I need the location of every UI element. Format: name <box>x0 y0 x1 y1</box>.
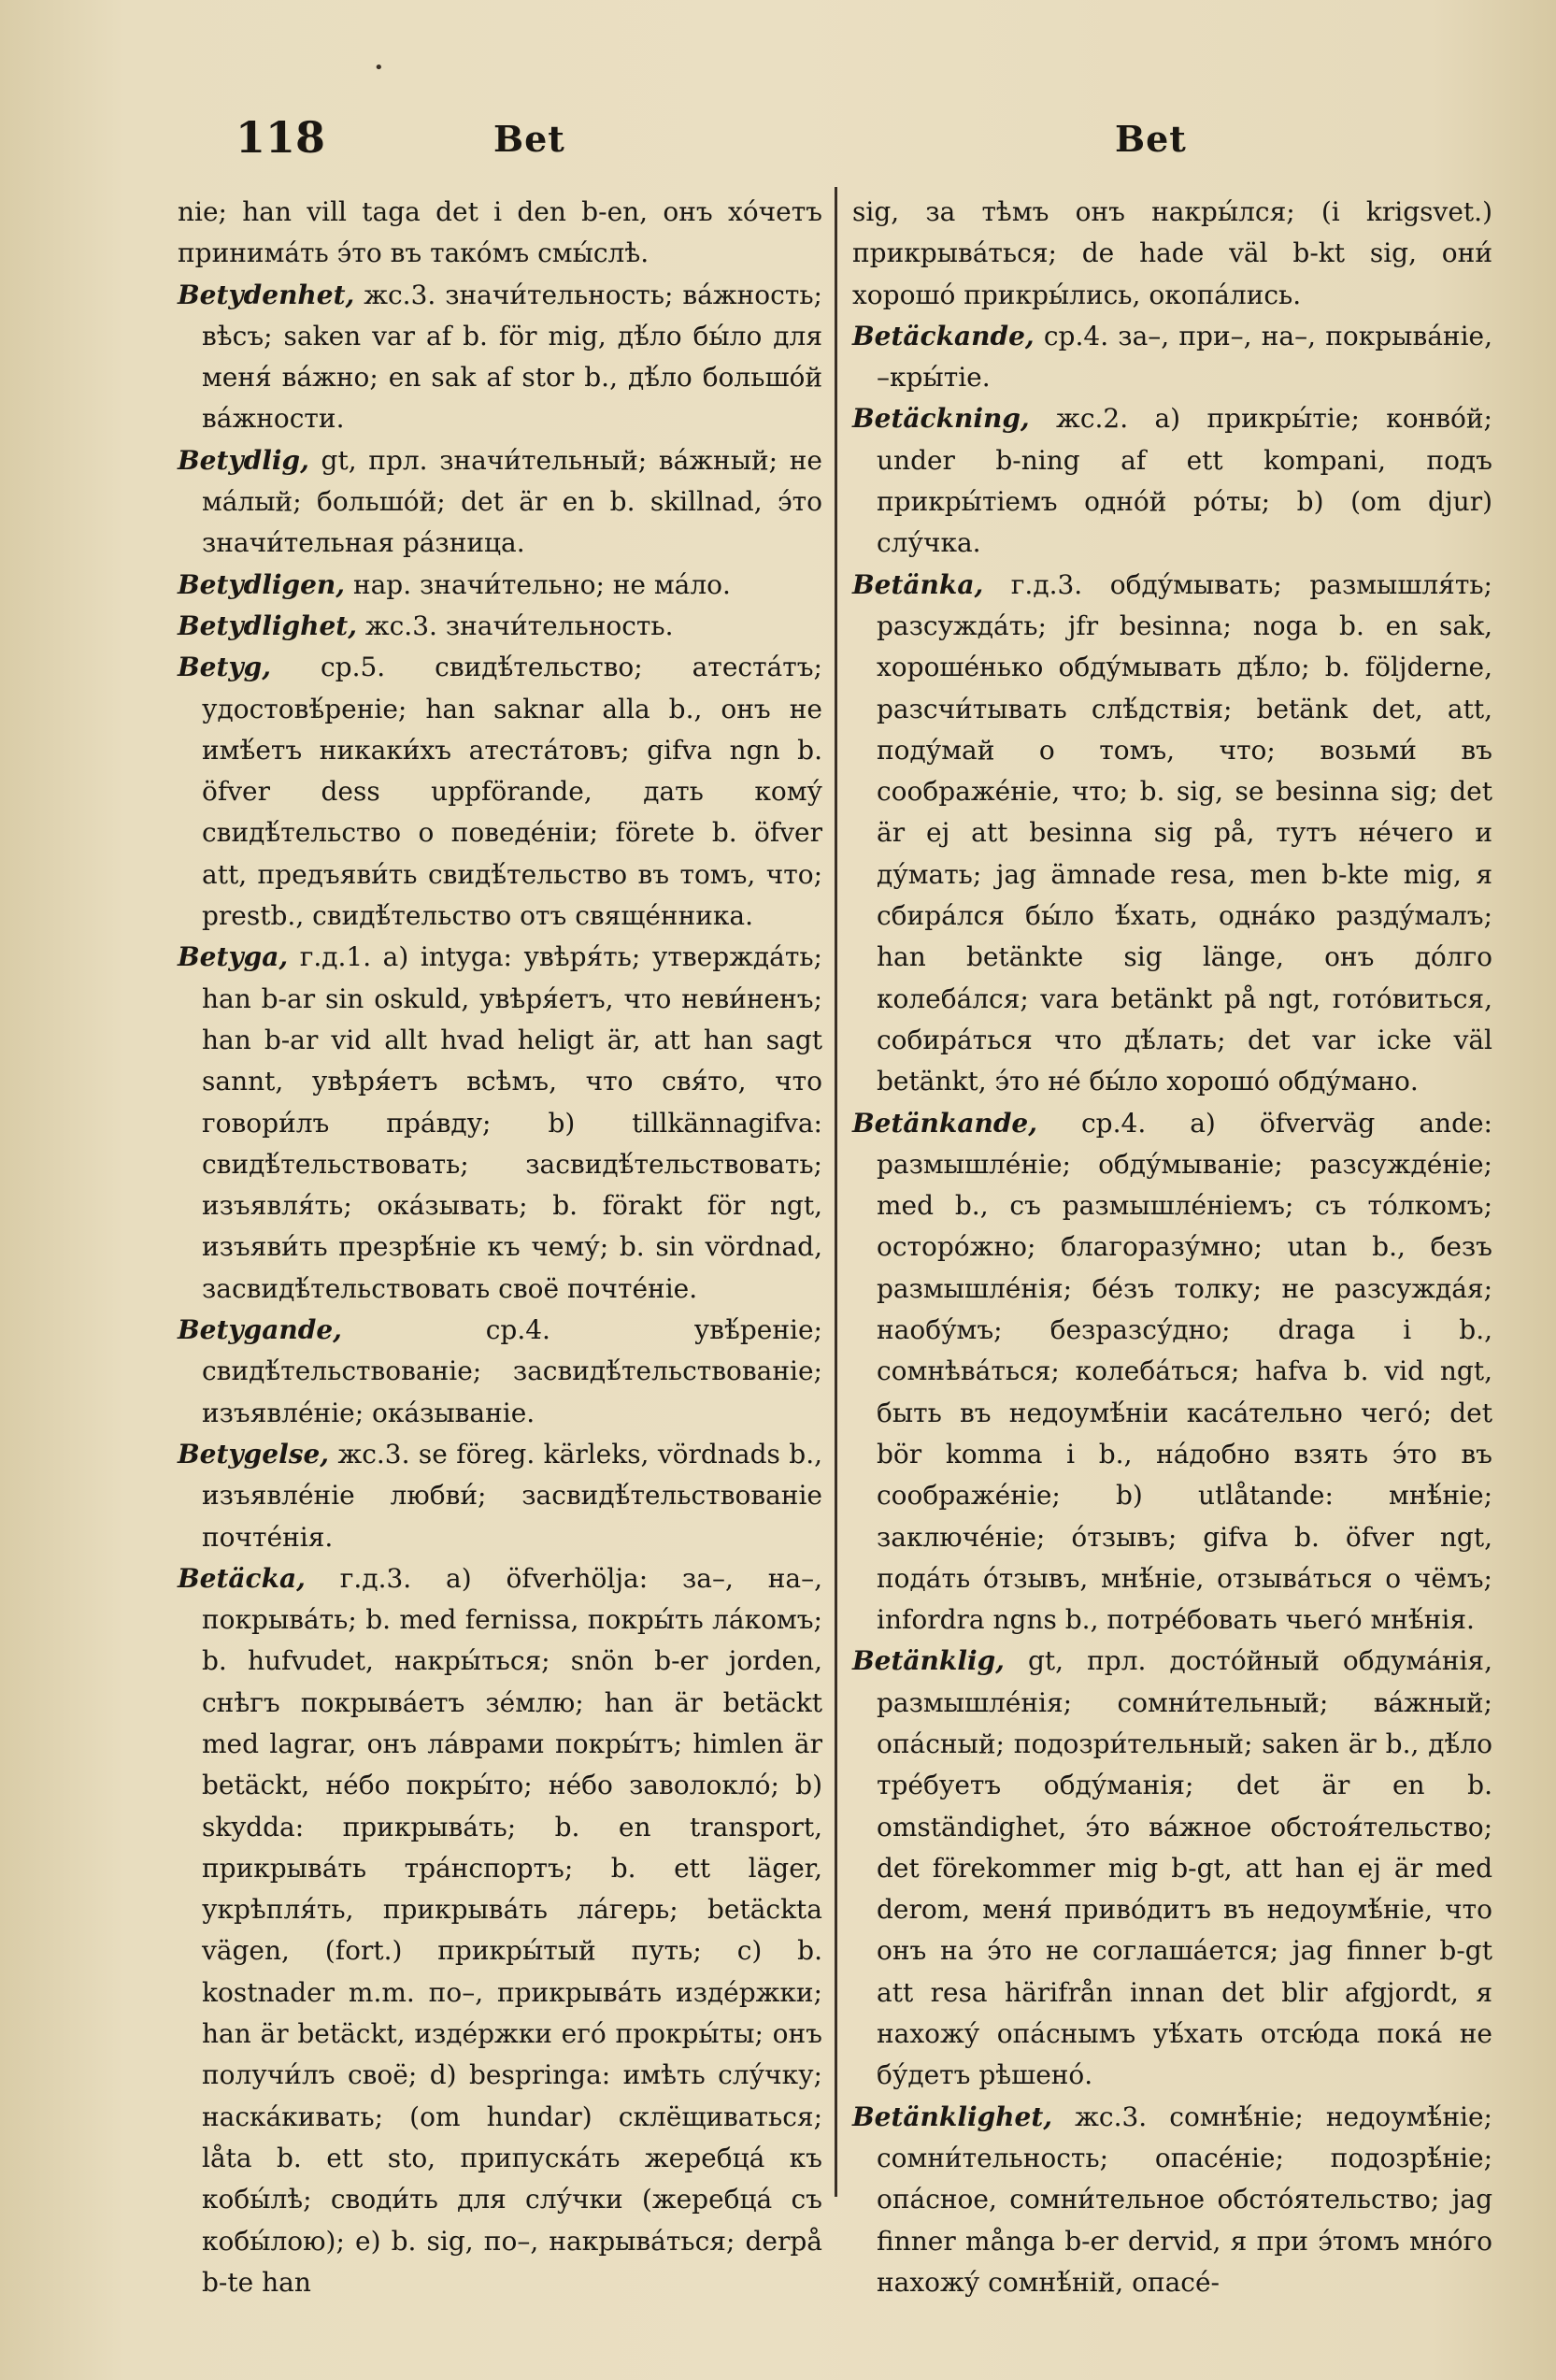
dictionary-entry: Betydlig, gt, прл. значи́тельный; ва́жный; не ма́лый; большо́й; det är en b. skillnad, э́то значи́тельная ра́зница. <box>178 444 822 559</box>
dictionary-entry: Betäckning, жс.2. a) прикры́тіе; конво́й; under b-ning af ett kompani, подъ прикры́тіемъ одно́й ро́ты; b) (om djur) слу́чка. <box>852 403 1492 559</box>
dictionary-entry: sig, за тѣмъ онъ накры́лся; (i krigsvet.) прикрыва́ться; de hade väl b-kt sig, они́ хорошо́ прикры́лись, окопа́лись. <box>852 196 1492 310</box>
dictionary-entry: Betydlighet, жс.3. значи́тельность. <box>178 609 674 641</box>
headword: Betänklighet, <box>852 2100 1053 2132</box>
dictionary-entry: Betänkande, ср.4. a) öfverväg ande: размышле́ніе; обду́мываніе; разсужде́ніе; med b., съ размышле́ніемъ; съ то́лкомъ; осторо́жно; благоразу́мно; utan b., безъ размышле́нія; бе́зъ толку; не разсужда́я; наобу́мъ; безразсу́дно; draga i b., сомнѣва́ться; колеба́ться; hafva b. vid ngt, быть въ недоумѣ́ніи каса́тельно чего́; det bör komma i b., на́добно взять э́то въ соображе́ніе; b) utlåtande: мнѣ́ніе; заключе́ніе; о́тзывъ; gifva b. öfver ngt, пода́ть о́тзывъ, мнѣ́ніе, отзыва́ться о чёмъ; infordra ngns b., потре́бовать чьего́ мнѣ́нія. <box>852 1107 1492 1636</box>
dictionary-entry: Betygande, ср.4. увѣ́реніе; свидѣ́тельствованіе; засвидѣ́тельствованіе; изъявле́ніе; ока́зываніе. <box>178 1314 822 1428</box>
headword: Betäckande, <box>852 320 1035 351</box>
dictionary-entry: Betyga, г.д.1. a) intyga: увѣря́ть; утвержда́ть; han b-ar sin oskuld, увѣря́етъ, что неви́ненъ; han b-ar vid allt hvad heligt är, att han sagt sannt, увѣря́етъ всѣмъ, что свя́то, что говори́лъ пра́вду; b) tillkännagifva: свидѣ́тельствовать; засвидѣ́тельствовать; изъявля́ть; ока́зывать; b. förakt för ngt, изъяви́ть презрѣ́ніе къ чему́; b. sin vördnad, засвидѣ́тельствовать своё почте́ніе. <box>178 941 822 1304</box>
right-running-head: Bet <box>1115 118 1187 160</box>
left-column <box>178 192 822 2303</box>
dictionary-entry: Betäckande, ср.4. за–, при–, на–, покрыва́ніе, –кры́тіе. <box>852 320 1492 394</box>
column-divider <box>835 187 837 2197</box>
headword: Betydligen, <box>178 568 346 600</box>
headword: Betyga, <box>178 941 289 973</box>
headword: Betäcka, <box>178 1562 306 1594</box>
headword: Betygelse, <box>178 1438 330 1470</box>
headword: Betydenhet, <box>178 279 355 310</box>
headword: Betygande, <box>178 1314 342 1346</box>
dictionary-entry: Betänklig, gt, прл. досто́йный обдума́нія, размышле́нія; сомни́тельный; ва́жный; опа́сный; подозри́тельный; saken är b., дѣ́ло тре́буетъ обду́манія; det är en b. omständighet, э́то ва́жное обстоя́тельство; det förekommer mig b-gt, att han ej är med derom, меня́ приво́дитъ въ недоумѣ́ніе, что онъ на э́то не соглаша́ется; jag finner b-gt att resa härifrån innan det blir afgjordt, я нахожу́ опа́снымъ уѣ́хать отсю́да пока́ не бу́детъ рѣшено́. <box>852 1645 1492 2091</box>
headword: Betäckning, <box>852 403 1030 435</box>
right-column <box>852 192 1492 2303</box>
page-number: 118 <box>236 112 326 163</box>
ink-speck: • <box>374 58 384 78</box>
headword: Betänklig, <box>852 1645 1005 1677</box>
headword: Betydlig, <box>178 444 309 476</box>
dictionary-entry: Betygelse, жс.3. se föreg. kärleks, vördnads b., изъявле́ніе любви́; засвидѣ́тельствованіе почте́нія. <box>178 1438 822 1553</box>
dictionary-entry: Betydenhet, жс.3. значи́тельность; ва́жность; вѣсъ; saken var af b. för mig, дѣ́ло бы́ло для меня́ ва́жно; en sak af stor b., дѣ́ло большо́й ва́жности. <box>178 279 822 435</box>
dictionary-entry: Betyg, ср.5. свидѣ́тельство; атеста́тъ; удостовѣ́реніе; han saknar alla b., онъ не имѣ́етъ никаки́хъ атеста́товъ; gifva ngn b. öfver dess uppförande, дать кому́ свидѣ́тельство о поведе́ніи; förete b. öfver att, предъяви́ть свидѣ́тельство въ томъ, что; prestb., свидѣ́тельство отъ свяще́нника. <box>178 652 822 932</box>
page-header <box>0 112 1556 187</box>
left-running-head: Bet <box>493 118 565 160</box>
dictionary-entry: Betänka, г.д.3. обду́мывать; размышля́ть; разсужда́ть; jfr besinna; noga b. en sak, хороше́нько обду́мывать дѣ́ло; b. följderne, разсчи́тывать слѣ́дствія; betänk det, att, поду́май о томъ, что; возьми́ въ соображе́ніе, что; b. sig, se besinna sig; det är ej att besinna sig på, тутъ не́чего и ду́мать; jag ämnade resa, men b-kte mig, я сбира́лся бы́ло ѣ́хать, одна́ко разду́малъ; han betänkte sig länge, онъ до́лго колеба́лся; vara betänkt på ngt, гото́виться, собира́ться что дѣ́лать; det var icke väl betänkt, э́то не́ бы́ло хорошо́ обду́мано. <box>852 568 1492 1097</box>
headword: Betänka, <box>852 568 984 600</box>
dictionary-entry: Betydligen, нар. значи́тельно; не ма́ло. <box>178 568 731 600</box>
headword: Betydlighet, <box>178 609 357 641</box>
dictionary-entry: Betänklighet, жс.3. сомнѣ́ніе; недоумѣ́ніе; сомни́тельность; опасе́ніе; подозрѣ́ніе; опа́сное, сомни́тельное обсто́ятельство; jag finner många b-er dervid, я при э́томъ мно́го нахожу́ сомнѣ́ній, опасе́- <box>852 2100 1492 2298</box>
dictionary-entry: Betäcka, г.д.3. a) öfverhölja: за–, на–, покрыва́ть; b. med fernissa, покры́ть ла́комъ; b. hufvudet, накры́ться; snön b-er jorden, снѣгъ покрыва́етъ зе́млю; han är betäckt med lagrar, онъ ла́врами покры́тъ; himlen är betäckt, не́бо покры́то; не́бо заволокло́; b) skydda: прикрыва́ть; b. en transport, прикрыва́ть тра́нспортъ; b. ett läger, укрѣпля́ть, прикрыва́ть ла́герь; betäckta vägen, (fort.) прикры́тый путь; c) b. kostnader m.m. по–, прикрыва́ть изде́ржки; han är betäckt, изде́ржки его́ прокры́ты; онъ получи́лъ своё; d) bespringa: имѣть слу́чку; наска́кивать; (om hundar) склёщиваться; låta b. ett sto, припуска́ть жеребца́ къ кобы́лѣ; своди́ть для слу́чки (жеребца́ съ кобы́лою); e) b. sig, по–, накрыва́ться; derpå b-te han <box>178 1562 822 2298</box>
headword: Betyg, <box>178 652 272 683</box>
dictionary-entry: nie; han vill taga det i den b-en, онъ хо́четъ принима́ть э́то въ тако́мъ смы́слѣ. <box>178 196 822 269</box>
headword: Betänkande, <box>852 1107 1037 1139</box>
